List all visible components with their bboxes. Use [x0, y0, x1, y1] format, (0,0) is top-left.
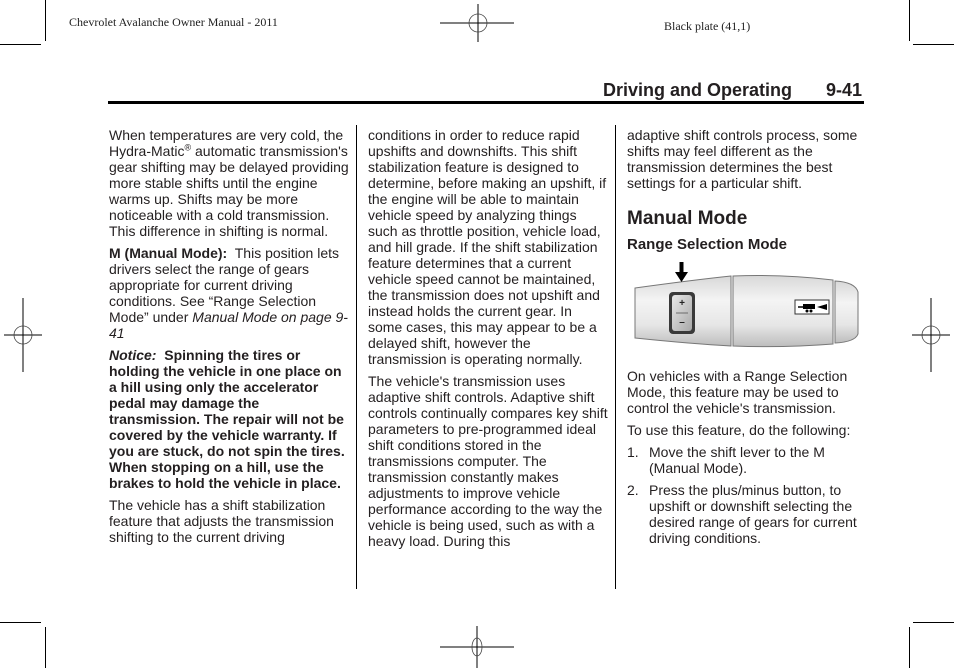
- column-3: [627, 127, 867, 552]
- paragraph: When temperatures are very cold, the Hydra-Matic® automatic transmission's gear shifting may be delayed providing more stable shifts until the engine warms up. Shifts may be more noticeable with a cold transmission. This difference in shifting is normal.: [109, 127, 349, 239]
- tow-haul-trailer-icon: [795, 300, 829, 314]
- term-label: M (Manual Mode):: [109, 245, 228, 261]
- step-number: 1.: [627, 444, 639, 460]
- step-number: 2.: [627, 482, 639, 498]
- cross-reference-link[interactable]: Manual Mode on page 9-41: [109, 309, 348, 341]
- column-divider: [615, 125, 616, 589]
- list-item: [627, 444, 867, 476]
- notice-label: Notice:: [109, 347, 157, 363]
- crop-mark: [913, 44, 954, 45]
- registered-mark: ®: [184, 142, 192, 153]
- crop-mark: [909, 0, 910, 41]
- section-title: Manual Mode: [627, 208, 748, 229]
- paragraph: The vehicle has a shift stabilization feature that adjusts the transmission shifting to the current driving: [109, 497, 334, 545]
- lever-end-cap: [835, 281, 858, 343]
- crop-mark: [45, 0, 46, 41]
- page-number: 9-41: [826, 80, 863, 100]
- list-item: [627, 482, 867, 546]
- crop-mark: [909, 627, 910, 668]
- down-arrow-icon: [675, 262, 688, 282]
- crop-mark: [913, 622, 954, 623]
- minus-glyph: –: [679, 317, 685, 328]
- crop-mark: [0, 622, 41, 623]
- registration-mark-right: [912, 298, 950, 372]
- crop-mark: [45, 627, 46, 668]
- registration-mark-left: [4, 298, 42, 372]
- registration-mark-bottom: [440, 626, 514, 668]
- step-text: Press the plus/minus button, to upshift or downshift selecting the desired range of gears for current driving conditions.: [649, 482, 857, 546]
- paragraph: On vehicles with a Range Selection Mode, this feature may be used to control the vehicle's transmission.: [627, 368, 848, 416]
- paragraph: To use this feature, do the following:: [627, 422, 851, 438]
- column-2: [368, 127, 608, 555]
- section-header: Driving and Operating: [603, 80, 793, 100]
- column-divider: [356, 125, 357, 589]
- header-rule: [108, 101, 864, 104]
- subsection-title: Range Selection Mode: [627, 236, 788, 253]
- plate-info-slug: Black plate (41,1): [664, 19, 751, 33]
- paragraph: conditions in order to reduce rapid upshifts and downshifts. This shift stabilization feature is designed to determine, before making an upshift, if the engine will be able to maintain vehicle speed by analyzing things such as throttle position, vehicle load, and hill grade. If the shift stabilization feature determines that a current vehicle speed cannot be maintained, the transmission does not upshift and instead holds the current gear. In some cases, this may appear to be a delayed shift, however the transmission is operating normally.: [368, 127, 607, 367]
- notice-paragraph: Notice: Spinning the tires or holding the vehicle in one place on a hill using only the accelerator pedal may damage the transmission. The repair will not be covered by the vehicle warranty. If you are stuck, do not spin the tires. When stopping on a hill, use the brakes to hold the vehicle in place.: [109, 347, 349, 491]
- manual-title-slug: Chevrolet Avalanche Owner Manual - 2011: [69, 15, 278, 29]
- plus-glyph: +: [679, 298, 685, 309]
- step-text: Move the shift lever to the M (Manual Mode).: [649, 444, 825, 476]
- registration-mark-top: [440, 4, 514, 42]
- steps-list: [627, 444, 867, 546]
- crop-mark: [0, 44, 41, 45]
- column-1: [109, 127, 349, 551]
- shift-lever-svg: [633, 262, 863, 352]
- shift-lever-illustration: [633, 262, 863, 352]
- manual-mode-paragraph: M (Manual Mode): This position lets drivers select the range of gears appropriate for current driving conditions. See “Range Selection Mode” under Manual Mode on page 9-41: [109, 245, 348, 341]
- paragraph: adaptive shift controls process, some shifts may feel different as the transmission determines the best settings for a particular shift.: [627, 127, 858, 191]
- paragraph: The vehicle's transmission uses adaptive shift controls. Adaptive shift controls continually compares key shift parameters to pre-programmed ideal shift conditions stored in the transmissions computer. The transmission constantly makes adjustments to improve vehicle performance according to the way the vehicle is being used, such as with a heavy load. During this: [368, 373, 608, 549]
